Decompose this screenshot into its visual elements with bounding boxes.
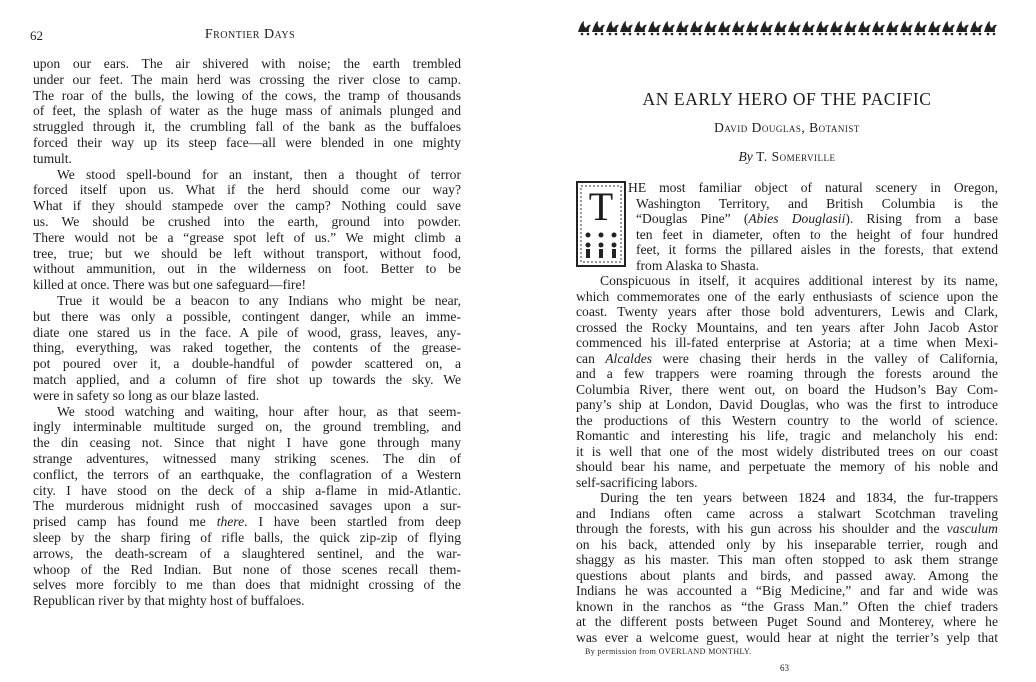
fleuron-icon — [886, 21, 899, 35]
text-line: city. I have stood on the deck of a ship a-flame in mid-Atlantic. — [33, 482, 461, 498]
text-line: The murderous midnight rush of moccasined savages upon a sur- — [33, 498, 461, 514]
fleuron-icon — [928, 21, 941, 35]
text-line: commenced his ill-fated enterprise at Astoria; at a time when Mexi- — [576, 335, 998, 350]
text-line: tumult. — [33, 150, 72, 166]
text-line: upon our ears. The air shivered with noise; the earth trembled — [33, 56, 461, 71]
text-line: at the different posts between Puget Sound and Monterey, where he — [576, 614, 998, 629]
italic-text: vasculum — [946, 521, 998, 536]
text-line: Republican river by that mighty host of buffaloes. — [33, 593, 305, 609]
text-line: During the ten years between 1824 and 1834, the fur-trappers — [600, 490, 998, 505]
text-line: diate one stared us in the face. A pile of wood, grass, leaves, any- — [33, 324, 461, 340]
text-line: were in safety so long as our blaze lasted. — [33, 387, 260, 403]
fleuron-icon — [858, 21, 871, 35]
fleuron-icon — [872, 21, 885, 35]
left-page-body — [33, 56, 461, 609]
fleuron-icon — [690, 21, 703, 35]
article-subtitle: David Douglas, Botanist — [714, 120, 860, 135]
right-page-body — [576, 180, 998, 645]
text-line: it is well that one of the most widely distributed trees on our coast — [576, 443, 998, 459]
text-line: forced their way up its steep face—all were blended in one mighty — [33, 134, 461, 150]
running-head: Frontier Days — [204, 27, 296, 42]
text-line: ingly interminable multitude surged on, the ground trembling, and — [33, 419, 461, 435]
text-line: Conspicuous in itself, it acquires additional interest by its name, — [600, 273, 998, 288]
text-line: struggled through it, the crumbling fall of the bank as the buffaloes — [33, 119, 461, 135]
fleuron-icon — [592, 21, 605, 35]
text-line: forced itself upon us. What if the herd should come our way? — [33, 182, 461, 198]
byline-author: T. Somerville — [756, 149, 836, 164]
fleuron-icon — [774, 21, 787, 35]
byline — [576, 149, 998, 165]
text-segment: prised camp has found me — [33, 514, 217, 530]
text-line: whoop of the Red Indian. But none of those scenes recall them- — [33, 561, 461, 577]
fleuron-icon — [732, 21, 745, 35]
text-line: conflict, the terrors of an earthquake, the conflagration of a Western — [33, 466, 461, 482]
text-line — [576, 521, 998, 537]
fleuron-icon — [844, 21, 857, 35]
text-segment: “Douglas Pine” ( — [636, 211, 749, 226]
fleuron-icon — [704, 21, 717, 35]
fleuron-icon — [746, 21, 759, 35]
text-line: selves more forcibly to me than does that midnight crossing of the — [33, 577, 461, 593]
text-segment: can — [576, 350, 606, 366]
fleuron-icon — [606, 21, 619, 35]
italic-text: there — [216, 514, 245, 530]
fleuron-icon — [578, 21, 591, 35]
fleuron-icon — [662, 21, 675, 35]
text-line: tree, true; but we should be left without transport, without food, — [33, 245, 461, 261]
text-line: should bear his name, and perpetuate the memory of his noble and — [576, 459, 998, 474]
text-line: Romantic and interesting his life, tragic and melancholy his end: — [576, 428, 998, 443]
text-line: strange adventures, witnessed many striking scenes. The din of — [33, 450, 461, 466]
text-line: and a few trappers were roaming through the forests around the — [576, 366, 998, 381]
fleuron-icon — [760, 21, 773, 35]
fleuron-icon — [648, 21, 661, 35]
text-line: on his back, attended only by his inseparable terrier, rough and — [576, 536, 998, 552]
fleuron-icon — [816, 21, 829, 35]
fleuron-icon — [900, 21, 913, 35]
text-line: but there was only a possible, contingent danger, while an imme- — [33, 308, 461, 324]
text-line: pot poured over it, a double-handful of powder scattered on, a — [33, 356, 461, 372]
fleuron-icon — [830, 21, 843, 35]
text-line: of feet, the splash of water as the huge mass of animals plunged and — [33, 103, 461, 119]
fleuron-icon — [970, 21, 983, 35]
fleuron-icon — [942, 21, 955, 35]
text-line: feet, it forms the pillared aisles in the forests, that extend — [636, 242, 998, 257]
text-segment: were chasing their herds in the valley of California, — [652, 350, 998, 366]
text-line: True it would be a beacon to any Indians who might be near, — [57, 292, 461, 308]
text-line — [576, 351, 998, 367]
text-line: sleep by the sharp firing of rifle balls, the quick zip-zip of flying — [33, 529, 461, 545]
text-line: self-sacrificing labors. — [576, 474, 698, 490]
text-line: HE most familiar object of natural scenery in Oregon, — [628, 180, 998, 195]
text-line: arrows, the death-scream of a slaughtered sentinel, and the war- — [33, 545, 461, 561]
text-segment: through the forests, with his gun across his shoulder and the — [576, 521, 947, 536]
fleuron-icon — [718, 21, 731, 35]
italic-text: Abies Douglasii — [748, 211, 846, 226]
text-line: We stood watching and waiting, hour after hour, as that seem- — [57, 403, 461, 419]
text-line: us. We should be crushed into the earth, ground into powder. — [33, 213, 461, 229]
text-line: thing, everything, was raked together, the contents of the grease- — [33, 340, 461, 356]
text-segment: ). Rising from a base — [845, 211, 998, 226]
drop-cap-letter: T — [588, 184, 614, 229]
text-line: ten feet in diameter, often to the height of four hundred — [636, 226, 998, 242]
text-line: and Indians often came across a stalwart Scotchman traveling — [576, 505, 998, 521]
text-line: was ever a welcome guest, would hear at night the terrier’s yelp that — [576, 629, 998, 645]
text-line: match applied, and a column of fire shot up towards the sky. We — [33, 371, 461, 387]
left-page-number: 62 — [30, 28, 43, 43]
fleuron-icon — [634, 21, 647, 35]
article-title: AN EARLY HERO OF THE PACIFIC — [642, 89, 932, 109]
text-line: under our feet. The main herd was crossing the river close to camp. — [33, 71, 461, 87]
text-line: known in the ranchos as “the Grass Man.” Often the chief traders — [576, 598, 998, 614]
byline-prefix: By — [738, 149, 753, 164]
fleuron-icon — [914, 21, 927, 35]
text-line: What if they should stampede over the camp? Nothing could save — [33, 198, 461, 214]
fleuron-icon — [956, 21, 969, 35]
text-line: pany’s ship at London, David Douglas, who was the first to introduce — [576, 397, 998, 412]
text-line: which commemorates one of the early enthusiasts of science upon the — [576, 288, 998, 304]
fleuron-icon — [620, 21, 633, 35]
text-line — [33, 514, 461, 530]
text-line: the din ceasing not. Since that night I have gone through many — [33, 435, 461, 451]
text-segment: . I have been startled from deep — [244, 514, 462, 530]
text-line: Washington Territory, and British Columbia is the — [636, 195, 998, 211]
text-line: Indians he was accounted a “Big Medicine,” and far and wide was — [576, 583, 998, 598]
footnote: By permission from OVERLAND MONTHLY. — [585, 647, 752, 656]
text-line: questions about plants and birds, and passed away. Among the — [576, 567, 998, 583]
fleuron-icon — [984, 21, 997, 35]
floral-border-icon — [576, 18, 998, 36]
text-line: crossed the Rocky Mountains, and ten years after John Jacob Astor — [576, 319, 998, 335]
text-line: The roar of the bulls, the lowing of the cows, the tramp of thousands — [33, 87, 461, 103]
text-line: We stood spell-bound for an instant, then a thought of terror — [57, 166, 461, 182]
right-page-number: 63 — [780, 663, 789, 673]
text-line: Columbia River, there went out, on board the Hudson’s Bay Com- — [576, 381, 998, 397]
text-line: without ammunition, out in the wilderness on foot. Better to be — [33, 261, 461, 277]
italic-text: Alcaldes — [605, 350, 653, 366]
text-line: the productions of this Western country to the world of science. — [576, 412, 998, 428]
fleuron-icon — [788, 21, 801, 35]
text-line — [576, 211, 998, 227]
text-line: shaggy as his master. This man often stopped to ask them strange — [576, 552, 998, 567]
fleuron-icon — [802, 21, 815, 35]
text-line: killed at once. There was but one safeguard—fire! — [33, 277, 307, 293]
text-line: There would not be a “grease spot left of us.” We might climb a — [33, 229, 461, 245]
text-line: from Alaska to Shasta. — [636, 257, 760, 273]
text-line: coast. Twenty years after those bold adventurers, Lewis and Clark, — [576, 304, 998, 319]
fleuron-icon — [676, 21, 689, 35]
